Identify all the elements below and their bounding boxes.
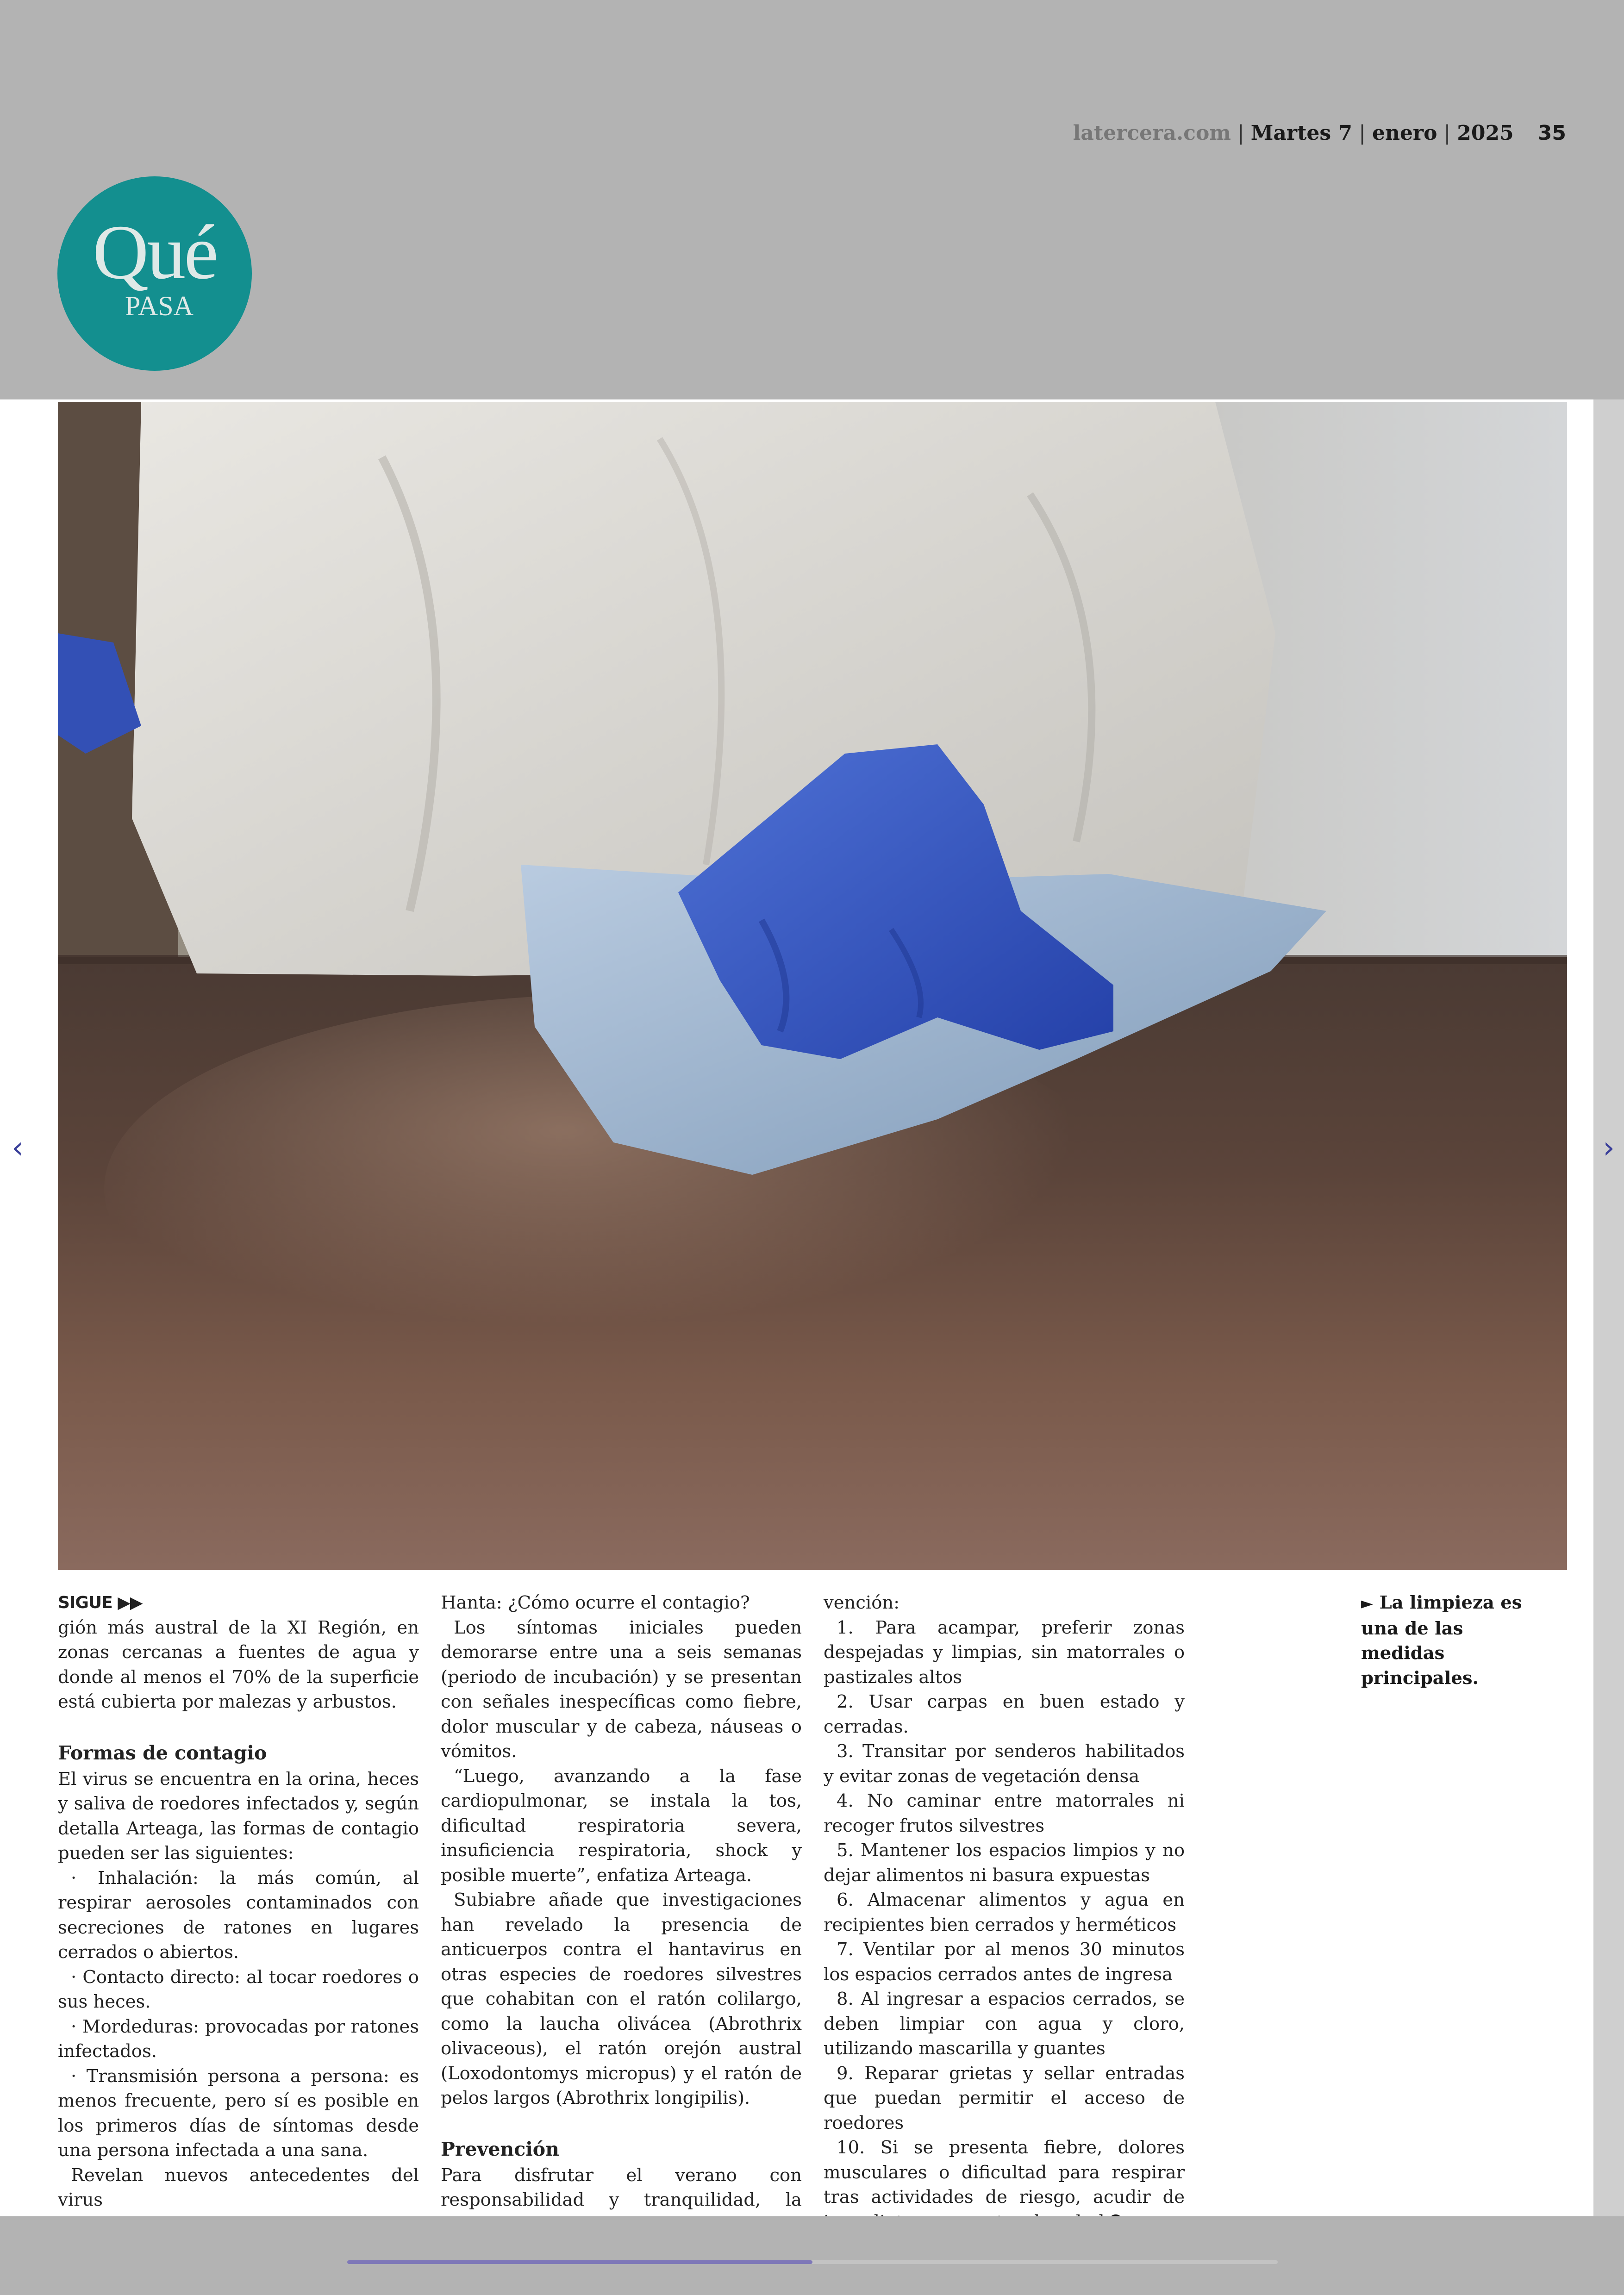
divider: | [1237,121,1244,145]
paragraph: Para disfrutar el verano con responsabilidad y tranquilidad, la [441,2164,802,2210]
date-year: 2025 [1457,121,1514,145]
paragraph: El virus se encuentra en la orina, heces y saliva de roedores infectados y, según detalla Arteaga, las formas de contagio pueden ser las siguientes: [58,1768,419,1864]
list-item: 6. Almacenar alimentos y agua en recipientes bien cerrados y herméticos [824,1890,1185,1935]
section-heading: Prevención [441,2138,559,2160]
date-day: Martes 7 [1250,121,1353,145]
caption-text: La limpieza es una de las medidas principales. [1361,1592,1522,1689]
list-item: 3. Transitar por senderos habilitados y evitar zonas de vegetación densa [824,1741,1185,1787]
page-number: 35 [1537,121,1566,145]
list-item: · Mordeduras: provocadas por ratones infectados. [58,2016,419,2062]
reading-progress-fill [347,2260,812,2264]
que-pasa-logo [57,176,252,371]
list-item: 2. Usar carpas en buen estado y cerradas. [824,1691,1185,1737]
list-item: 7. Ventilar por al menos 30 minutos los espacios cerrados antes de ingresa [824,1939,1185,1985]
list-item: · Inhalación: la más común, al respirar aerosoles contaminados con secreciones de ratones en lugares cerrados o abiertos. [58,1867,419,1963]
article-column-2 [441,1590,802,2262]
list-item: 1. Para acampar, preferir zonas despejadas y limpias, sin matorrales o pastizales altos [824,1617,1185,1688]
next-page-arrow-icon[interactable]: › [1603,1131,1615,1165]
date-month: enero [1372,121,1437,145]
continuation-label: SIGUE ▶▶ [58,1593,143,1612]
section-heading: Formas de contagio [58,1741,267,1764]
article-column-1 [58,1590,419,2213]
list-item: 8. Al ingresar a espacios cerrados, se deben limpiar con agua y cloro, utilizando mascarilla y guantes [824,1989,1185,2059]
logo-subtitle: PASA [125,291,194,321]
list-item-text: 10. Si se presenta fiebre, dolores musculares o dificultad para respirar tras actividades de riesgo, acudir de [824,2137,1185,2208]
masthead [0,0,1624,399]
paragraph: Subiabre añade que investigaciones han revelado la presencia de anticuerpos contra el hantavirus en otras especies de roedores silvestres que cohabitan con el ratón colilargo, como la laucha olivácea (Abrothrix olivaceous), el ratón orejón austral (Loxodontomys micropus) y el ratón de pelos largos (Abrothrix longipilis). [441,1890,802,2108]
paragraph: Los síntomas iniciales pueden demorarse entre una a seis semanas (periodo de incubación) y se presentan con señales inespecíficas como fiebre, dolor muscular y de cabeza, náuseas o vómitos. [441,1617,802,1762]
article-column-3 [824,1590,1185,2234]
dateline [1073,121,1566,145]
list-item: 4. No caminar entre matorrales ni recoger frutos silvestres [824,1790,1185,1836]
list-item: 5. Mantener los espacios limpios y no dejar alimentos ni basura expuestas [824,1840,1185,1886]
caption-marker-icon: ► [1361,1594,1374,1613]
paragraph: “Luego, avanzando a la fase cardiopulmonar, se instala la tos, dificultad respiratoria severa, insuficiencia respiratoria, shock y posible muerte”, enfatiza Arteaga. [441,1765,802,1886]
cleaning-photo [58,402,1567,1570]
previous-page-arrow-icon[interactable]: ‹ [12,1131,24,1165]
viewer-bottom-bar [0,2216,1624,2295]
divider: | [1359,121,1366,145]
divider: | [1443,121,1451,145]
paragraph: Hanta: ¿Cómo ocurre el contagio? [441,1592,750,1613]
paragraph: gión más austral de la XI Región, en zonas cercanas a fuentes de agua y donde al menos el 70% de la superficie está cubierta por malezas y arbustos. [58,1617,419,1712]
paragraph: Revelan nuevos antecedentes del virus [58,2164,419,2210]
list-item: · Contacto directo: al tocar roedores o sus heces. [58,1966,419,2012]
next-page-edge [1593,399,1624,2216]
reading-progress-bar[interactable] [347,2260,1278,2264]
list-item: · Transmisión persona a persona: es menos frecuente, pero sí es posible en los primeros días de síntomas desde una persona infectada a una sana. [58,2065,419,2161]
site-name: latercera.com [1073,121,1231,145]
photo-caption [1361,1590,1537,1690]
paragraph: vención: [824,1592,900,1613]
logo-title: Qué [93,209,217,295]
list-item: 9. Reparar grietas y sellar entradas que puedan permitir el acceso de roedores [824,2063,1185,2133]
